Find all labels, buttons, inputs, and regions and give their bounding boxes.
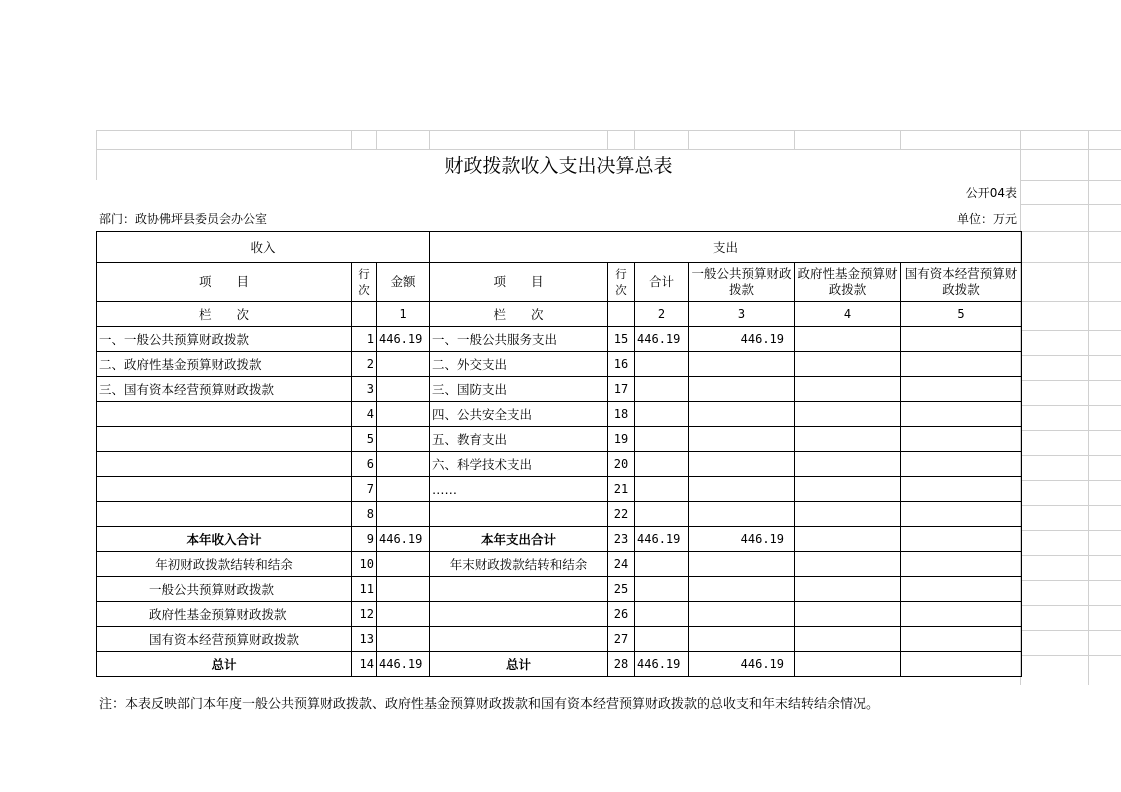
- expense-item-cell: 一、一般公共服务支出: [430, 327, 608, 352]
- grid-line: [634, 130, 635, 149]
- total-header: 合计: [635, 263, 689, 302]
- gov-fund-cell: [795, 527, 901, 552]
- income-amount-cell: 446.19: [377, 527, 430, 552]
- expense-rowno-cell: 17: [608, 377, 635, 402]
- expense-item-cell: ……: [430, 477, 608, 502]
- expense-total-cell: 446.19: [635, 327, 689, 352]
- grid-line: [1020, 430, 1121, 431]
- table-row: [97, 402, 1022, 427]
- grid-line: [376, 130, 377, 149]
- grid-line: [1020, 530, 1121, 531]
- general-budget-cell: [689, 602, 795, 627]
- grid-line: [1020, 180, 1121, 181]
- income-rowno-cell: 6: [352, 452, 377, 477]
- income-amount-cell: 446.19: [377, 652, 430, 677]
- income-rowno-cell: 10: [352, 552, 377, 577]
- expense-rowno-cell: 28: [608, 652, 635, 677]
- general-budget-cell: 446.19: [689, 527, 795, 552]
- state-capital-cell: [901, 502, 1022, 527]
- income-item-cell: 一般公共预算财政拨款: [97, 577, 352, 602]
- grid-line: [607, 130, 608, 149]
- expense-item-cell: 四、公共安全支出: [430, 402, 608, 427]
- expense-rowno-cell: 27: [608, 627, 635, 652]
- income-amount-cell: 446.19: [377, 327, 430, 352]
- table-row: [97, 527, 1022, 552]
- income-item-cell: [97, 402, 352, 427]
- state-capital-cell: [901, 552, 1022, 577]
- income-item-cell: 二、政府性基金预算财政拨款: [97, 352, 352, 377]
- gov-fund-cell: [795, 427, 901, 452]
- expense-item-cell: 本年支出合计: [430, 527, 608, 552]
- col-num-2: 2: [635, 302, 689, 327]
- budget-table: [96, 231, 1022, 677]
- income-rowno-cell: 14: [352, 652, 377, 677]
- table-row: [97, 352, 1022, 377]
- state-capital-cell: [901, 527, 1022, 552]
- expense-total-cell: [635, 452, 689, 477]
- general-budget-cell: [689, 502, 795, 527]
- expense-total-cell: [635, 602, 689, 627]
- expense-item-cell: 三、国防支出: [430, 377, 608, 402]
- gov-fund-cell: [795, 402, 901, 427]
- income-rowno-cell: 4: [352, 402, 377, 427]
- amount-header: 金额: [377, 263, 430, 302]
- state-capital-cell: [901, 327, 1022, 352]
- expense-total-cell: 446.19: [635, 652, 689, 677]
- general-budget-cell: [689, 427, 795, 452]
- state-capital-cell: [901, 427, 1022, 452]
- grid-line: [1020, 605, 1121, 606]
- expense-rowno-cell: 23: [608, 527, 635, 552]
- expense-total-cell: [635, 377, 689, 402]
- state-capital-header: 国有资本经营预算财政拨款: [901, 263, 1022, 302]
- expense-item-cell: [430, 577, 608, 602]
- col-num-3: 3: [689, 302, 795, 327]
- table-row: [97, 552, 1022, 577]
- income-rowno-cell: 12: [352, 602, 377, 627]
- expense-item-header: 项 目: [430, 263, 608, 302]
- general-budget-cell: [689, 452, 795, 477]
- general-budget-cell: [689, 402, 795, 427]
- unit-label: 单位：万元: [956, 212, 1017, 226]
- grid-line: [96, 130, 1121, 131]
- empty-cell: [608, 302, 635, 327]
- expense-rowno-cell: 24: [608, 552, 635, 577]
- state-capital-cell: [901, 652, 1022, 677]
- expense-rowno-cell: 15: [608, 327, 635, 352]
- general-budget-cell: [689, 352, 795, 377]
- expense-item-cell: [430, 627, 608, 652]
- income-rowno-cell: 5: [352, 427, 377, 452]
- state-capital-cell: [901, 402, 1022, 427]
- state-capital-cell: [901, 602, 1022, 627]
- income-rowno-cell: 2: [352, 352, 377, 377]
- grid-line: [1020, 555, 1121, 556]
- income-rowno-cell: 7: [352, 477, 377, 502]
- grid-line: [1020, 505, 1121, 506]
- expense-item-cell: [430, 602, 608, 627]
- income-amount-cell: [377, 402, 430, 427]
- grid-line: [688, 130, 689, 149]
- expense-item-cell: 二、外交支出: [430, 352, 608, 377]
- general-budget-cell: [689, 627, 795, 652]
- grid-line: [1020, 455, 1121, 456]
- state-capital-cell: [901, 452, 1022, 477]
- general-budget-cell: [689, 477, 795, 502]
- gov-fund-cell: [795, 352, 901, 377]
- grid-line: [1020, 262, 1121, 263]
- expense-col-label: 栏 次: [430, 302, 608, 327]
- page-title: 财政拨款收入支出决算总表: [444, 155, 673, 177]
- income-amount-cell: [377, 627, 430, 652]
- income-amount-cell: [377, 452, 430, 477]
- income-item-cell: [97, 477, 352, 502]
- grid-line: [1020, 330, 1121, 331]
- income-item-cell: 一、一般公共预算财政拨款: [97, 327, 352, 352]
- gov-fund-header: 政府性基金预算财政拨款: [795, 263, 901, 302]
- income-item-cell: 政府性基金预算财政拨款: [97, 602, 352, 627]
- expense-item-cell: 总计: [430, 652, 608, 677]
- table-row: [97, 327, 1022, 352]
- expense-total-cell: [635, 402, 689, 427]
- grid-line: [1020, 480, 1121, 481]
- department-label: 部门：政协佛坪县委员会办公室: [99, 212, 268, 226]
- income-item-cell: [97, 502, 352, 527]
- col-num-5: 5: [901, 302, 1022, 327]
- table-row: [97, 502, 1022, 527]
- income-rowno-cell: 1: [352, 327, 377, 352]
- grid-line: [794, 130, 795, 149]
- income-item-cell: 总计: [97, 652, 352, 677]
- gov-fund-cell: [795, 452, 901, 477]
- gov-fund-cell: [795, 652, 901, 677]
- grid-line: [1020, 204, 1121, 205]
- income-item-cell: 三、国有资本经营预算财政拨款: [97, 377, 352, 402]
- grid-line: [1020, 655, 1121, 656]
- gov-fund-cell: [795, 477, 901, 502]
- state-capital-cell: [901, 477, 1022, 502]
- expense-rowno-cell: 18: [608, 402, 635, 427]
- table-row: [97, 577, 1022, 602]
- income-amount-cell: [377, 477, 430, 502]
- expense-item-cell: [430, 502, 608, 527]
- expense-rowno-cell: 22: [608, 502, 635, 527]
- table-row: [97, 627, 1022, 652]
- expense-rowno-cell: 25: [608, 577, 635, 602]
- income-rowno-cell: 11: [352, 577, 377, 602]
- grid-line: [429, 130, 430, 149]
- expense-item-cell: 六、科学技术支出: [430, 452, 608, 477]
- table-row: [97, 602, 1022, 627]
- expense-total-cell: [635, 627, 689, 652]
- gov-fund-cell: [795, 627, 901, 652]
- expense-rowno-cell: 19: [608, 427, 635, 452]
- grid-line: [1020, 355, 1121, 356]
- expense-total-cell: [635, 552, 689, 577]
- income-rowno-header: 行次: [352, 263, 377, 302]
- state-capital-cell: [901, 627, 1022, 652]
- empty-cell: [352, 302, 377, 327]
- income-amount-cell: [377, 552, 430, 577]
- income-item-header: 项 目: [97, 263, 352, 302]
- income-amount-cell: [377, 377, 430, 402]
- income-amount-cell: [377, 427, 430, 452]
- table-row: [97, 427, 1022, 452]
- grid-line: [96, 149, 1121, 150]
- grid-line: [351, 130, 352, 149]
- general-budget-cell: [689, 577, 795, 602]
- grid-line: [1088, 130, 1089, 685]
- income-amount-cell: [377, 352, 430, 377]
- income-header: 收入: [97, 232, 430, 263]
- general-budget-header: 一般公共预算财政拨款: [689, 263, 795, 302]
- general-budget-cell: 446.19: [689, 327, 795, 352]
- income-item-cell: 本年收入合计: [97, 527, 352, 552]
- form-number: 公开04表: [965, 186, 1017, 200]
- gov-fund-cell: [795, 577, 901, 602]
- grid-line: [1020, 301, 1121, 302]
- income-amount-cell: [377, 502, 430, 527]
- income-rowno-cell: 13: [352, 627, 377, 652]
- expense-total-cell: [635, 427, 689, 452]
- gov-fund-cell: [795, 377, 901, 402]
- general-budget-cell: 446.19: [689, 652, 795, 677]
- general-budget-cell: [689, 377, 795, 402]
- gov-fund-cell: [795, 327, 901, 352]
- grid-line: [1020, 380, 1121, 381]
- expense-item-cell: 年末财政拨款结转和结余: [430, 552, 608, 577]
- gov-fund-cell: [795, 502, 901, 527]
- income-item-cell: [97, 427, 352, 452]
- table-row: [97, 477, 1022, 502]
- footnote: 注：本表反映部门本年度一般公共预算财政拨款、政府性基金预算财政拨款和国有资本经营预算财政拨款的总收支和年末结转结余情况。: [99, 697, 880, 712]
- income-item-cell: 国有资本经营预算财政拨款: [97, 627, 352, 652]
- expense-total-cell: [635, 577, 689, 602]
- expense-rowno-cell: 20: [608, 452, 635, 477]
- expense-item-cell: 五、教育支出: [430, 427, 608, 452]
- general-budget-cell: [689, 552, 795, 577]
- grid-line: [900, 130, 901, 149]
- income-rowno-cell: 3: [352, 377, 377, 402]
- col-num-4: 4: [795, 302, 901, 327]
- expense-rowno-header: 行次: [608, 263, 635, 302]
- income-item-cell: 年初财政拨款结转和结余: [97, 552, 352, 577]
- state-capital-cell: [901, 352, 1022, 377]
- income-amount-cell: [377, 602, 430, 627]
- income-amount-cell: [377, 577, 430, 602]
- expense-total-cell: 446.19: [635, 527, 689, 552]
- col-num-1: 1: [377, 302, 430, 327]
- expense-rowno-cell: 21: [608, 477, 635, 502]
- expense-total-cell: [635, 502, 689, 527]
- income-rowno-cell: 9: [352, 527, 377, 552]
- grid-line: [1020, 231, 1121, 232]
- state-capital-cell: [901, 577, 1022, 602]
- gov-fund-cell: [795, 602, 901, 627]
- expense-rowno-cell: 26: [608, 602, 635, 627]
- state-capital-cell: [901, 377, 1022, 402]
- income-col-label: 栏 次: [97, 302, 352, 327]
- gov-fund-cell: [795, 552, 901, 577]
- expense-total-cell: [635, 477, 689, 502]
- expense-rowno-cell: 16: [608, 352, 635, 377]
- expense-header: 支出: [430, 232, 1022, 263]
- table-row: [97, 452, 1022, 477]
- table-row: [97, 377, 1022, 402]
- income-item-cell: [97, 452, 352, 477]
- expense-total-cell: [635, 352, 689, 377]
- grid-line: [1020, 630, 1121, 631]
- table-row: [97, 652, 1022, 677]
- grid-line: [1020, 580, 1121, 581]
- grid-line: [1020, 405, 1121, 406]
- income-rowno-cell: 8: [352, 502, 377, 527]
